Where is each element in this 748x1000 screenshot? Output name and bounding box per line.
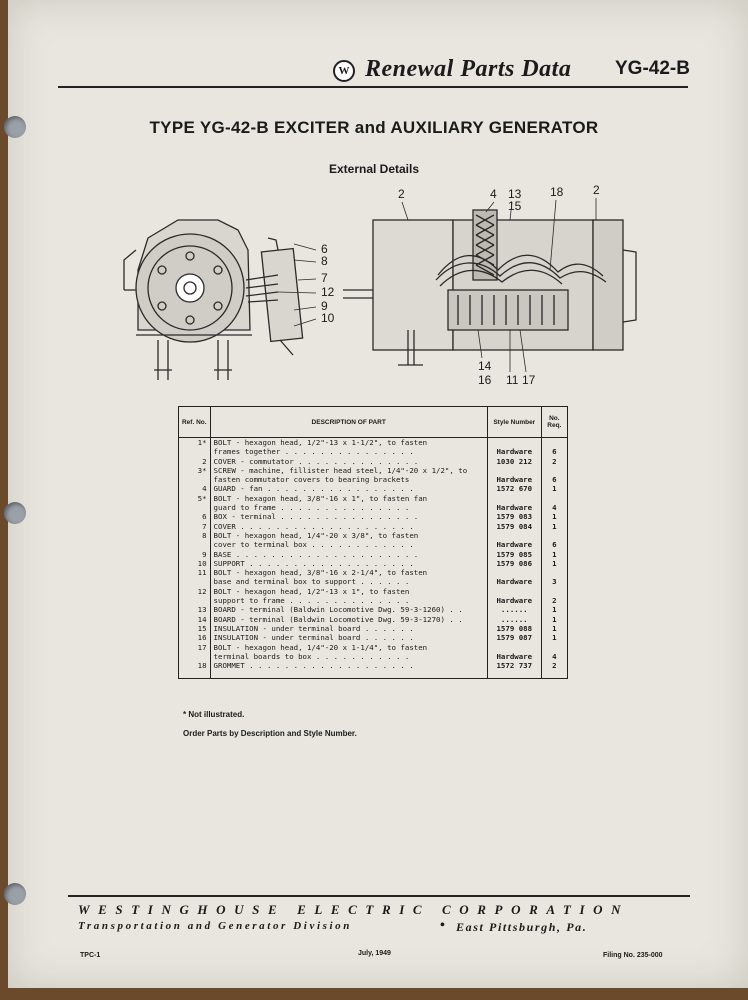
part-ref-cell: 15 xyxy=(179,624,211,633)
division-name: Transportation and Generator Division xyxy=(78,920,352,932)
quantity-cell: 1 xyxy=(541,550,567,559)
style-number-cell: 1579 087 xyxy=(487,633,541,642)
part-ref-cell xyxy=(179,475,211,484)
part-ref-cell: 12 xyxy=(179,587,211,596)
part-ref-cell: 10 xyxy=(179,559,211,568)
quantity-cell: 3 xyxy=(541,577,567,586)
style-number-cell: 1572 670 xyxy=(487,484,541,493)
order-parts-note: Order Parts by Description and Style Number. xyxy=(183,729,357,738)
col-header-description: DESCRIPTION OF PART xyxy=(210,407,487,438)
table-row xyxy=(179,438,568,448)
part-description-cell: BASE . . . . . . . . . . . . . . . . . . . . . xyxy=(210,550,487,559)
table-row xyxy=(179,484,568,493)
style-number-cell: Hardware xyxy=(487,596,541,605)
part-description-cell: SUPPORT . . . . . . . . . . . . . . . . . . . xyxy=(210,559,487,568)
generator-drawing xyxy=(118,180,638,390)
table-row xyxy=(179,522,568,531)
style-number-cell: 1579 088 xyxy=(487,624,541,633)
part-ref-cell: 13 xyxy=(179,605,211,614)
quantity-cell: 4 xyxy=(541,652,567,661)
part-description-cell: COVER - commutator . . . . . . . . . . . . . . xyxy=(210,457,487,466)
style-number-cell xyxy=(487,587,541,596)
table-row xyxy=(179,596,568,605)
quantity-cell xyxy=(541,494,567,503)
callout-2-right: 2 xyxy=(593,183,600,197)
part-description-cell: frames together . . . . . . . . . . . . . . . xyxy=(210,447,487,456)
callout-13: 13 xyxy=(508,187,522,201)
table-row xyxy=(179,568,568,577)
publication-date: July, 1949 xyxy=(358,950,391,957)
part-ref-cell xyxy=(179,652,211,661)
side-view xyxy=(343,210,636,365)
style-number-cell: 1579 083 xyxy=(487,512,541,521)
form-code: TPC-1 xyxy=(80,952,101,959)
table-row xyxy=(179,605,568,614)
quantity-cell: 2 xyxy=(541,661,567,679)
part-description-cell: BOARD - terminal (Baldwin Locomotive Dwg. 59-3-1270) . . xyxy=(210,615,487,624)
style-number-cell: ...... xyxy=(487,605,541,614)
part-description-cell: BOLT - hexagon head, 1/2"-13 x 1", to fasten xyxy=(210,587,487,596)
quantity-cell: 1 xyxy=(541,559,567,568)
page-title: TYPE YG-42-B EXCITER and AUXILIARY GENERATOR xyxy=(149,118,599,137)
figure-subtitle: External Details xyxy=(328,162,420,176)
quantity-cell xyxy=(541,587,567,596)
part-description-cell: BOLT - hexagon head, 3/8"-16 x 2-1/4", to fasten xyxy=(210,568,487,577)
table-row xyxy=(179,633,568,642)
callout-17: 17 xyxy=(522,373,536,387)
table-row xyxy=(179,550,568,559)
callout-4: 4 xyxy=(490,187,497,201)
table-row xyxy=(179,531,568,540)
style-number-cell: 1579 086 xyxy=(487,559,541,568)
table-row xyxy=(179,466,568,475)
part-ref-cell: 1* xyxy=(179,438,211,448)
table-row xyxy=(179,475,568,484)
table-row xyxy=(179,540,568,549)
part-ref-cell: 7 xyxy=(179,522,211,531)
part-description-cell: BOLT - hexagon head, 1/2"-13 x 1-1/2", to fasten xyxy=(210,438,487,448)
table-row xyxy=(179,577,568,586)
table-row xyxy=(179,559,568,568)
part-description-cell: terminal boards to box . . . . . . . . . . . xyxy=(210,652,487,661)
style-number-cell: ...... xyxy=(487,615,541,624)
part-ref-cell xyxy=(179,540,211,549)
style-number-cell: Hardware xyxy=(487,503,541,512)
part-description-cell: GROMMET . . . . . . . . . . . . . . . . . . . xyxy=(210,661,487,679)
binder-hole xyxy=(4,883,26,905)
table-row xyxy=(179,643,568,652)
table-row xyxy=(179,661,568,679)
part-ref-cell: 6 xyxy=(179,512,211,521)
col-header-style: Style Number xyxy=(487,407,541,438)
style-number-cell: Hardware xyxy=(487,577,541,586)
part-ref-cell: 16 xyxy=(179,633,211,642)
footer-separator: • xyxy=(440,918,445,933)
part-description-cell: BOLT - hexagon head, 1/4"-20 x 3/8", to fasten xyxy=(210,531,487,540)
header-rule xyxy=(58,86,688,88)
part-description-cell: base and terminal box to support . . . . . . xyxy=(210,577,487,586)
style-number-cell: Hardware xyxy=(487,652,541,661)
part-description-cell: INSULATION - under terminal board . . . . . . xyxy=(210,624,487,633)
quantity-cell: 1 xyxy=(541,605,567,614)
quantity-cell xyxy=(541,531,567,540)
quantity-cell: 2 xyxy=(541,457,567,466)
filing-number: Filing No. 235-000 xyxy=(603,952,663,959)
callout-9: 9 xyxy=(321,299,328,313)
parts-table xyxy=(178,406,568,679)
part-description-cell: support to frame . . . . . . . . . . . . . . xyxy=(210,596,487,605)
quantity-cell xyxy=(541,466,567,475)
callout-8: 8 xyxy=(321,254,328,268)
table-row xyxy=(179,457,568,466)
table-row xyxy=(179,652,568,661)
quantity-cell: 1 xyxy=(541,615,567,624)
style-number-cell xyxy=(487,438,541,448)
part-ref-cell xyxy=(179,577,211,586)
style-number-cell: 1572 737 xyxy=(487,661,541,679)
style-number-cell: 1030 212 xyxy=(487,457,541,466)
part-ref-cell: 9 xyxy=(179,550,211,559)
style-number-cell: 1579 085 xyxy=(487,550,541,559)
quantity-cell: 1 xyxy=(541,512,567,521)
style-number-cell xyxy=(487,494,541,503)
callout-2: 2 xyxy=(398,187,405,201)
quantity-cell: 1 xyxy=(541,633,567,642)
callout-11: 11 xyxy=(506,373,519,387)
part-ref-cell xyxy=(179,447,211,456)
footer-rule xyxy=(68,895,690,897)
style-number-cell: Hardware xyxy=(487,540,541,549)
part-description-cell: cover to terminal box . . . . . . . . . . . . xyxy=(210,540,487,549)
not-illustrated-note: * Not illustrated. xyxy=(183,710,245,719)
end-view xyxy=(124,220,252,380)
part-ref-cell xyxy=(179,596,211,605)
quantity-cell: 1 xyxy=(541,522,567,531)
part-ref-cell: 17 xyxy=(179,643,211,652)
quantity-cell: 6 xyxy=(541,447,567,456)
table-row xyxy=(179,624,568,633)
table-row xyxy=(179,494,568,503)
page-header xyxy=(55,50,695,90)
table-row xyxy=(179,615,568,624)
series-title: Renewal Parts Data xyxy=(365,56,572,82)
page-code: YG-42-B xyxy=(615,58,690,79)
style-number-cell: 1579 084 xyxy=(487,522,541,531)
style-number-cell: Hardware xyxy=(487,447,541,456)
quantity-cell: 2 xyxy=(541,596,567,605)
callout-12: 12 xyxy=(321,285,335,299)
part-description-cell: COVER . . . . . . . . . . . . . . . . . . . . xyxy=(210,522,487,531)
style-number-cell xyxy=(487,643,541,652)
quantity-cell: 6 xyxy=(541,475,567,484)
part-description-cell: SCREW - machine, fillister head steel, 1/4"-20 x 1/2", to xyxy=(210,466,487,475)
part-description-cell: guard to frame . . . . . . . . . . . . . . . xyxy=(210,503,487,512)
col-header-ref: Ref. No. xyxy=(179,407,211,438)
callout-15: 15 xyxy=(508,199,522,213)
part-description-cell: INSULATION - under terminal board . . . . . . xyxy=(210,633,487,642)
callout-18: 18 xyxy=(550,185,564,199)
table-row xyxy=(179,587,568,596)
part-ref-cell: 5* xyxy=(179,494,211,503)
callout-10: 10 xyxy=(321,311,335,325)
part-description-cell: BOARD - terminal (Baldwin Locomotive Dwg. 59-3-1260) . . xyxy=(210,605,487,614)
style-number-cell xyxy=(487,466,541,475)
callout-14: 14 xyxy=(478,359,492,373)
callout-16: 16 xyxy=(478,373,492,387)
part-ref-cell: 4 xyxy=(179,484,211,493)
part-description-cell: BOLT - hexagon head, 1/4"-20 x 1-1/4", to fasten xyxy=(210,643,487,652)
col-header-qty: No. Req. xyxy=(541,407,567,438)
style-number-cell xyxy=(487,568,541,577)
terminal-box xyxy=(246,238,303,355)
westinghouse-logo: W xyxy=(333,60,355,82)
part-ref-cell: 3* xyxy=(179,466,211,475)
part-ref-cell: 2 xyxy=(179,457,211,466)
style-number-cell: Hardware xyxy=(487,475,541,484)
quantity-cell xyxy=(541,438,567,448)
part-ref-cell: 11 xyxy=(179,568,211,577)
part-description-cell: GUARD - fan . . . . . . . . . . . . . . . . . xyxy=(210,484,487,493)
part-ref-cell: 14 xyxy=(179,615,211,624)
quantity-cell xyxy=(541,568,567,577)
quantity-cell xyxy=(541,643,567,652)
callout-6: 6 xyxy=(321,242,328,256)
part-description-cell: fasten commutator covers to bearing brackets xyxy=(210,475,487,484)
part-description-cell: BOLT - hexagon head, 3/8"-16 x 1", to fasten fan xyxy=(210,494,487,503)
style-number-cell xyxy=(487,531,541,540)
table-row xyxy=(179,512,568,521)
quantity-cell: 1 xyxy=(541,624,567,633)
corporation-name: WESTINGHOUSE ELECTRIC CORPORATION xyxy=(78,902,630,917)
part-ref-cell: 18 xyxy=(179,661,211,679)
callout-7: 7 xyxy=(321,271,328,285)
table-row xyxy=(179,503,568,512)
part-description-cell: BOX - terminal . . . . . . . . . . . . . . . . xyxy=(210,512,487,521)
quantity-cell: 1 xyxy=(541,484,567,493)
location: East Pittsburgh, Pa. xyxy=(456,920,588,934)
quantity-cell: 4 xyxy=(541,503,567,512)
part-ref-cell xyxy=(179,503,211,512)
quantity-cell: 6 xyxy=(541,540,567,549)
part-ref-cell: 8 xyxy=(179,531,211,540)
table-row xyxy=(179,447,568,456)
binder-hole xyxy=(4,502,26,524)
